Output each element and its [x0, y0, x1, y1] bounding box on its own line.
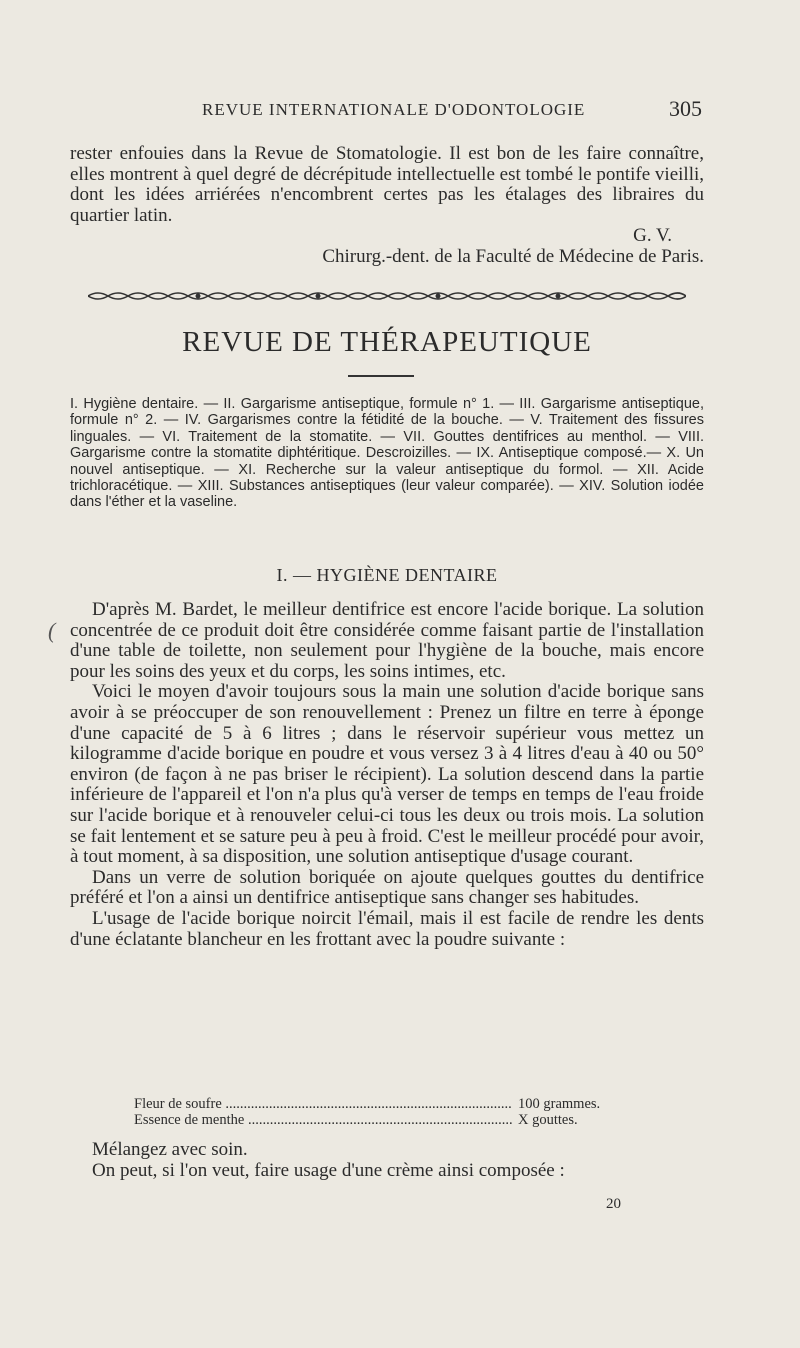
body-block: [70, 600, 704, 950]
intro-block: [70, 144, 704, 268]
intro-paragraph: rester enfouies dans la Revue de Stomatologie. Il est bon de les faire connaître, elles montrent à quel degré de décrépitude intellectuelle est tombé le pontife vieilli, dont les idées arriérées n'encombrent certes pas les étalages des libraires du quartier latin.: [70, 143, 704, 226]
body-paragraph: D'après M. Bardet, le meilleur dentifrice est encore l'acide borique. La solution concentrée de ce produit doit être considérée comme faisant partie de l'installation d'une table de toilette, non seulement pour l'hygiène de la bouche, mais encore pour les soins des yeux et du corps, les soins intimes, etc.: [70, 599, 704, 682]
recipe-list: [134, 1096, 634, 1128]
body-paragraph: L'usage de l'acide borique noircit l'émail, mais il est facile de rendre les dents d'une éclatante blancheur en les frottant avec la poudre suivante :: [70, 907, 704, 950]
section-title: REVUE DE THÉRAPEUTIQUE: [182, 326, 592, 358]
recipe-ingredient: Fleur de soufre .....: [134, 1096, 512, 1112]
printer-signature-mark: 20: [606, 1196, 621, 1212]
closing-line: On peut, si l'on veut, faire usage d'une crème ainsi composée :: [92, 1159, 565, 1181]
margin-bracket-mark: (: [48, 618, 56, 643]
signature-name: G. V.: [633, 225, 672, 247]
running-head: [70, 96, 702, 122]
running-title: REVUE INTERNATIONALE D'ODONTOLOGIE: [202, 100, 586, 119]
recipe-ingredient: Essence de menthe .....: [134, 1112, 512, 1128]
body-paragraph: Voici le moyen d'avoir toujours sous la main une solution d'acide borique sans avoir à se préoccuper de son renouvellement : Prenez un filtre en terre à éponge d'une capacité de 5 à 6 litres ; dans le réservoir supérieur vous mettez un kilogramme d'acide borique en poudre et vous versez 3 à 4 litres d'eau à 40 ou 50° environ (de façon à ne pas briser le récipient). La solution descend dans la partie inférieure de l'appareil et l'on n'a plus qu'à verser de temps en temps de l'eau froide sur l'acide borique et à renouveler celui-ci tous les deux ou trois mois. La solution se fait lentement et se sature peu à peu à froid. C'est le meilleur procédé pour avoir, à tout moment, à sa disposition, une solution antiseptique d'usage courant.: [70, 681, 704, 868]
recipe-quantity: X gouttes.: [518, 1112, 578, 1128]
body-paragraph: Dans un verre de solution boriquée on ajoute quelques gouttes du dentifrice préféré et l'on a ainsi un dentifrice antiseptique sans changer ses habitudes.: [70, 866, 704, 909]
recipe-row: [134, 1112, 634, 1128]
page-number: 305: [669, 96, 702, 121]
title-rule: [348, 375, 414, 377]
recipe-quantity: 100 grammes.: [518, 1096, 601, 1112]
subsection-title: I. — HYGIÈNE DENTAIRE: [276, 565, 498, 585]
section-summary: I. Hygiène dentaire. — II. Gargarisme antiseptique, formule n° 1. — III. Gargarisme antiseptique, formule n° 2. — IV. Gargarismes contre la fétidité de la bouche. — V. Traitement des fissures linguales. — VI. Traitement de la stomatite. — VII. Gouttes dentifrices au menthol. — VIII. Gargarisme contre la stomatite diphtéritique. Descroizilles. — IX. Antiseptique composé.— X. Un nouvel antiseptique. — XI. Recherche sur la valeur antiseptique du formol. — XII. Acide trichloracétique. — XIII. Substances antiseptiques (leur valeur comparée). — XIV. Solution iodée dans l'éther et la vaseline.: [70, 396, 704, 511]
recipe-row: [134, 1096, 634, 1112]
closing-block: [70, 1140, 704, 1181]
signature-title: Chirurg.-dent. de la Faculté de Médecine de Paris.: [322, 245, 704, 267]
ornamental-divider: [88, 288, 686, 304]
closing-line: Mélangez avec soin.: [92, 1139, 248, 1160]
